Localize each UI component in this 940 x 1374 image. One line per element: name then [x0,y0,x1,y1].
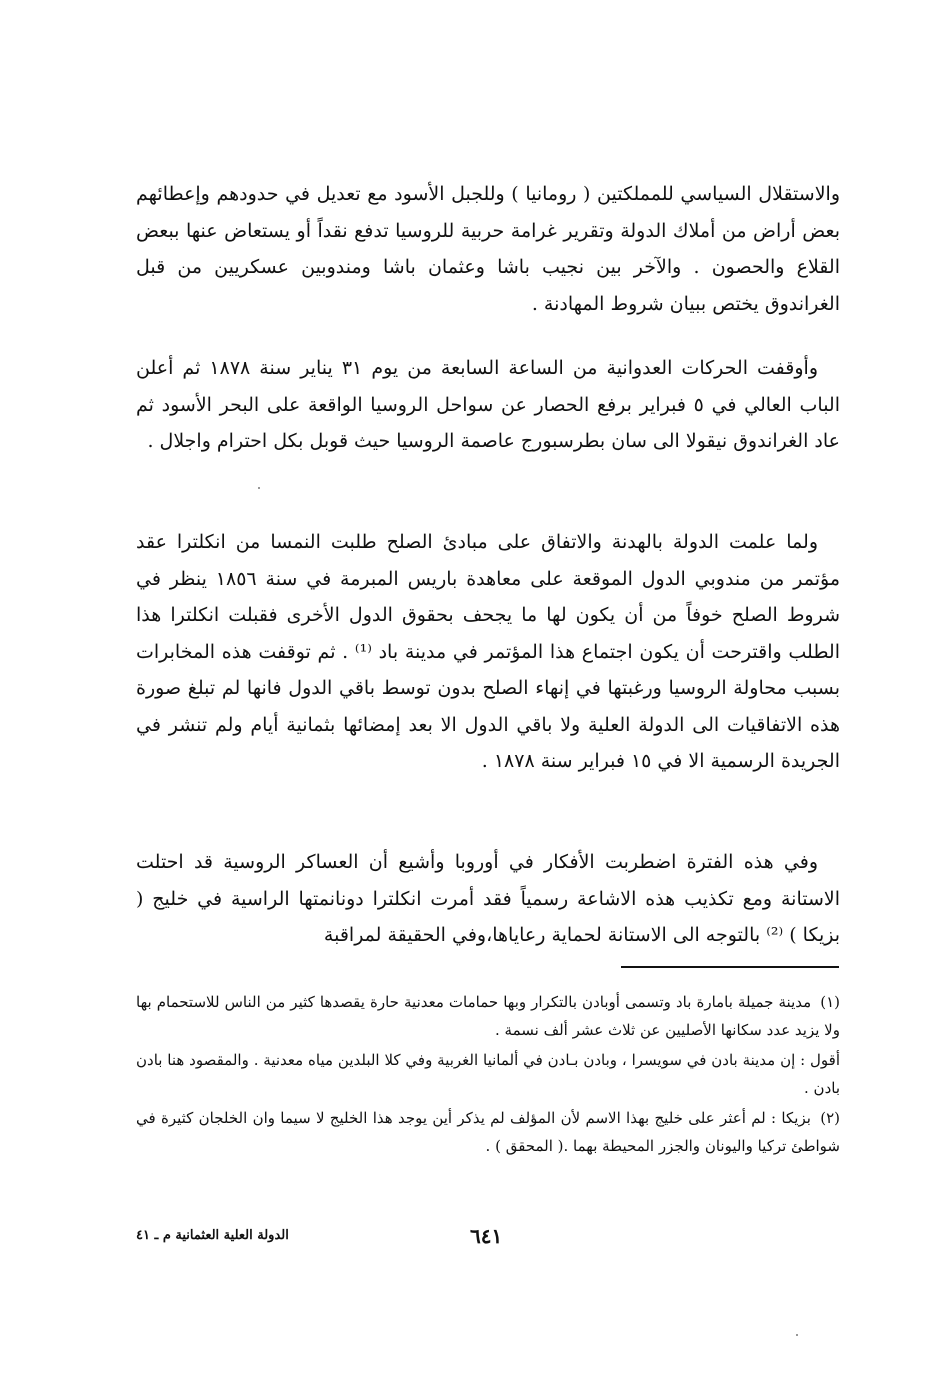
footnote-1 [136,988,840,1044]
paragraph-2: وأوقفت الحركات العدوانية من الساعة السابعة من يوم ٣١ يناير سنة ١٨٧٨ ثم أعلن الباب العالي في ٥ فبراير برفع الحصار عن سواحل الروسيا الواقعة على البحر الأسود ثم عاد الغراندوق نيقولا الى سان بطرسبورج عاصمة الروسيا حيث قوبل بكل احترام واجلال . [136,357,840,452]
footer-book-title: الدولة العلية العثمانية م ـ ٤١ [136,1228,289,1243]
footnotes [136,988,840,1162]
footnote-2-number: (٢) [820,1109,840,1127]
footnote-1-number: (١) [820,993,840,1011]
footnote-2 [136,1104,840,1160]
footnote-separator [621,966,839,968]
speck-mark [796,1334,798,1336]
running-footer [136,1224,840,1254]
page-number: ٦٤١ [470,1224,503,1248]
footnote-1-continuation: أقول : إن مدينة بادن في سويسرا ، وبادن بـادن في ألمانيا الغربية وفي كلا البلدين مياه معدنية . والمقصود هنا بادن بادن . [136,1051,840,1097]
footnote-2-text: بزيكا : لم أعثر على خليج بهذا الاسم لأن المؤلف لم يذكر أين يوجد هذا الخليج لا سيما وان الخلجان كثيرة في شواطئ تركيا واليونان والجزر المحيطة بهما .( المحقق ) . [136,1109,840,1155]
speck-mark [258,487,260,489]
paragraph-4: وفي هذه الفترة اضطربت الأفكار في أوروبا وأشيع أن العساكر الروسية قد احتلت الاستانة ومع تكذيب هذه الاشاعة رسمياً فقد أمرت انكلترا دونانمتها الراسية في خليج ( بزيكا ) ⁽²⁾ بالتوجه الى الاستانة لحماية رعاياها،وفي الحقيقة لمراقبة [136,851,840,946]
paragraph-3: ولما علمت الدولة بالهدنة والاتفاق على مبادئ الصلح طلبت النمسا من انكلترا عقد مؤتمر من مندوبي الدول الموقعة على معاهدة باريس المبرمة في سنة ١٨٥٦ ينظر في شروط الصلح خوفاً من أن يكون لها ما يجحف بحقوق الدول الأخرى فقبلت انكلترا هذا الطلب واقترحت أن يكون اجتماع هذا المؤتمر في مدينة باد ⁽¹⁾ . ثم توقفت هذه المخابرات بسبب محاولة الروسيا ورغبتها في إنهاء الصلح بدون توسط باقي الدول فانها لم تبلغ صورة هذه الاتفاقيات الى الدولة العلية ولا باقي الدول الا بعد إمضائها بثمانية أيام ولم تنشر في الجريدة الرسمية الا في ١٥ فبراير سنة ١٨٧٨ . [136,531,841,772]
footnote-1-text: مدينة جميلة بامارة باد وتسمى أوبادن بالتكرار وبها حمامات معدنية حارة يقصدها كثير من الناس للاستحمام بها ولا يزيد عدد سكانها الأصليين عن ثلاث عشر ألف نسمة . [136,993,840,1039]
paragraph-1: والاستقلال السياسي للمملكتين ( رومانيا ) وللجبل الأسود مع تعديل في حدودهم وإعطائهم بعض أراض من أملاك الدولة وتقرير غرامة حربية للروسيا تدفع نقداً أو يستعاض عنها ببعض القلاع والحصون . والآخر بين نجيب باشا وعثمان باشا ومندوبين عسكريين من قبل الغراندوق يختص ببيان شروط المهادنة . [136,183,840,315]
